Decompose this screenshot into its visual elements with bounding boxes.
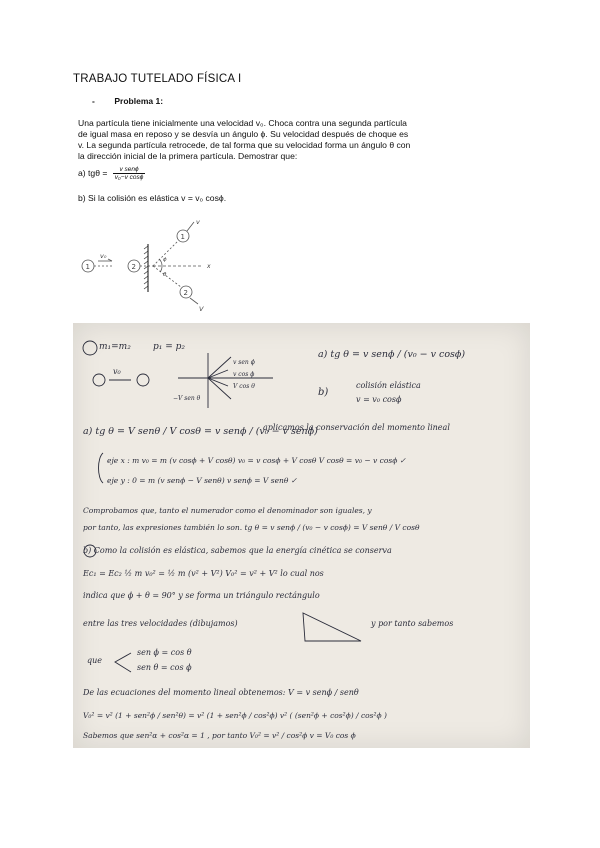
part-a-denominator: v₀−v cosϕ bbox=[114, 174, 144, 181]
collision-diagram bbox=[78, 214, 218, 314]
bullet-dash: - bbox=[92, 96, 95, 106]
sketch-component-1 bbox=[208, 370, 228, 378]
sketch-component-2 bbox=[208, 378, 228, 386]
hw-derivation-line-1: De las ecuaciones del momento lineal obtenemos: V = v senϕ / senθ bbox=[83, 688, 359, 697]
hw-given-b-label: b) bbox=[318, 387, 329, 398]
hw-sin-phi-eq: sen ϕ = cos θ bbox=[137, 648, 192, 657]
problem-statement bbox=[78, 118, 528, 162]
statement-line: la dirección inicial de la primera partícula. Demostrar que: bbox=[78, 151, 298, 161]
hw-derivation-line-3: Sabemos que sen²α + cos²α = 1 , por tanto V₀² = v² / cos²ϕ v = V₀ cos ϕ bbox=[83, 731, 356, 740]
sketch-V-vector bbox=[208, 378, 231, 399]
hw-given-b-text: colisión elástica bbox=[356, 381, 421, 390]
brace-que bbox=[115, 653, 131, 672]
problem-label: Problema 1: bbox=[114, 96, 164, 106]
V-arrow bbox=[190, 298, 198, 304]
label-x-axis: x bbox=[207, 263, 211, 270]
label-particle-1: 1 bbox=[85, 263, 90, 271]
hw-comparison-line-1: Comprobamos que, tanto el numerador como el denominador son iguales, y bbox=[83, 506, 372, 515]
label-particle-1-after: 1 bbox=[180, 233, 185, 241]
hw-b-line-3: indica que ϕ + θ = 90° y se forma un triángulo rectángulo bbox=[83, 591, 320, 600]
hw-b-line-2: Ec₁ = Ec₂ ½ m v₀² = ½ m (v² + V²) V₀² = v² + V² lo cual nos bbox=[83, 569, 324, 578]
hw-masses: m₁=m₂ bbox=[99, 342, 131, 352]
hw-b-line-1: b) Como la colisión es elástica, sabemos que la energía cinética se conserva bbox=[83, 546, 392, 555]
velocity-triangle bbox=[303, 613, 361, 641]
hw-sin-theta-eq: sen θ = cos ϕ bbox=[137, 663, 192, 672]
system-brace bbox=[99, 453, 104, 483]
hw-sketch-label: V cos θ bbox=[233, 383, 255, 390]
part-a-numerator: v senϕ bbox=[113, 166, 146, 174]
wall-hatching bbox=[144, 246, 148, 289]
circled-1 bbox=[83, 341, 97, 355]
hw-b-line-4-tail: y por tanto sabemos bbox=[371, 619, 454, 628]
part-a-label: a) tgθ = bbox=[78, 167, 110, 178]
hw-given-a: a) tg θ = v senϕ / (v₀ − v cosϕ) bbox=[318, 349, 466, 360]
problem-heading bbox=[92, 96, 163, 106]
hw-sketch-label: v cos ϕ bbox=[233, 371, 255, 378]
handwriting-strokes bbox=[73, 323, 530, 748]
label-v: v bbox=[196, 218, 200, 226]
hw-solution-a: a) tg θ = V senθ / V cosθ = v senϕ / (v₀ − v senϕ) bbox=[83, 426, 318, 437]
hw-derivation-line-2: V₀² = v² (1 + sen²ϕ / sen²θ) = v² (1 + sen²ϕ / cos²ϕ) v² ( (sen²ϕ + cos²ϕ) / cos²ϕ ) bbox=[83, 711, 387, 720]
sketch-particle-2 bbox=[137, 374, 149, 386]
label-V: V bbox=[199, 305, 204, 313]
angle-theta-arc bbox=[160, 266, 162, 272]
hw-comparison-line-2: por tanto, las expresiones también lo son. tg θ = v senϕ / (v₀ − v cosϕ) = V senθ / V cosθ bbox=[83, 523, 420, 532]
sketch-v-vector bbox=[208, 357, 231, 378]
label-theta: θ bbox=[163, 272, 167, 278]
recoil-path bbox=[153, 266, 181, 287]
part-a-formula bbox=[78, 166, 145, 181]
statement-line: Una partícula tiene inicialmente una velocidad v₀. Choca contra una segunda partícula bbox=[78, 118, 407, 128]
hw-given-b-eq: v = v₀ cosϕ bbox=[356, 395, 402, 404]
label-v0: v₀ bbox=[100, 252, 107, 260]
hw-eje-x: eje x : m v₀ = m (v cosϕ + V cosθ) v₀ = v cosϕ + V cosθ V cosθ = v₀ − v cosϕ ✓ bbox=[107, 456, 406, 465]
hw-momentum: p₁ = p₂ bbox=[153, 342, 186, 352]
handwritten-solution-scan bbox=[73, 323, 530, 748]
hw-sketch-label: −V sen θ bbox=[173, 395, 201, 402]
hw-sketch-label: v sen ϕ bbox=[233, 359, 255, 366]
hw-b-line-4: entre las tres velocidades (dibujamos) bbox=[83, 619, 238, 628]
statement-line: v. La segunda partícula retrocede, de tal forma que su velocidad forma un ángulo θ con bbox=[78, 140, 411, 150]
part-a-fraction bbox=[113, 166, 146, 181]
hw-eje-y: eje y : 0 = m (v senϕ − V senθ) v senϕ = V senθ ✓ bbox=[107, 476, 298, 485]
hw-solution-a-note: aplicamos la conservación del momento lineal bbox=[263, 423, 450, 432]
part-b-formula: b) Si la colisión es elástica v = v₀ cosϕ. bbox=[78, 193, 227, 203]
v-arrow bbox=[187, 222, 194, 231]
hw-que: que bbox=[87, 656, 103, 665]
hw-sketch-v0: v₀ bbox=[113, 367, 121, 376]
label-particle-2: 2 bbox=[131, 263, 136, 271]
label-particle-2-after: 2 bbox=[183, 289, 188, 297]
label-phi: ϕ bbox=[163, 257, 167, 263]
statement-line: de igual masa en reposo y se desvía un ángulo ϕ. Su velocidad después de choque es bbox=[78, 129, 409, 139]
document-title: TRABAJO TUTELADO FÍSICA I bbox=[73, 73, 242, 85]
sketch-particle-1 bbox=[93, 374, 105, 386]
